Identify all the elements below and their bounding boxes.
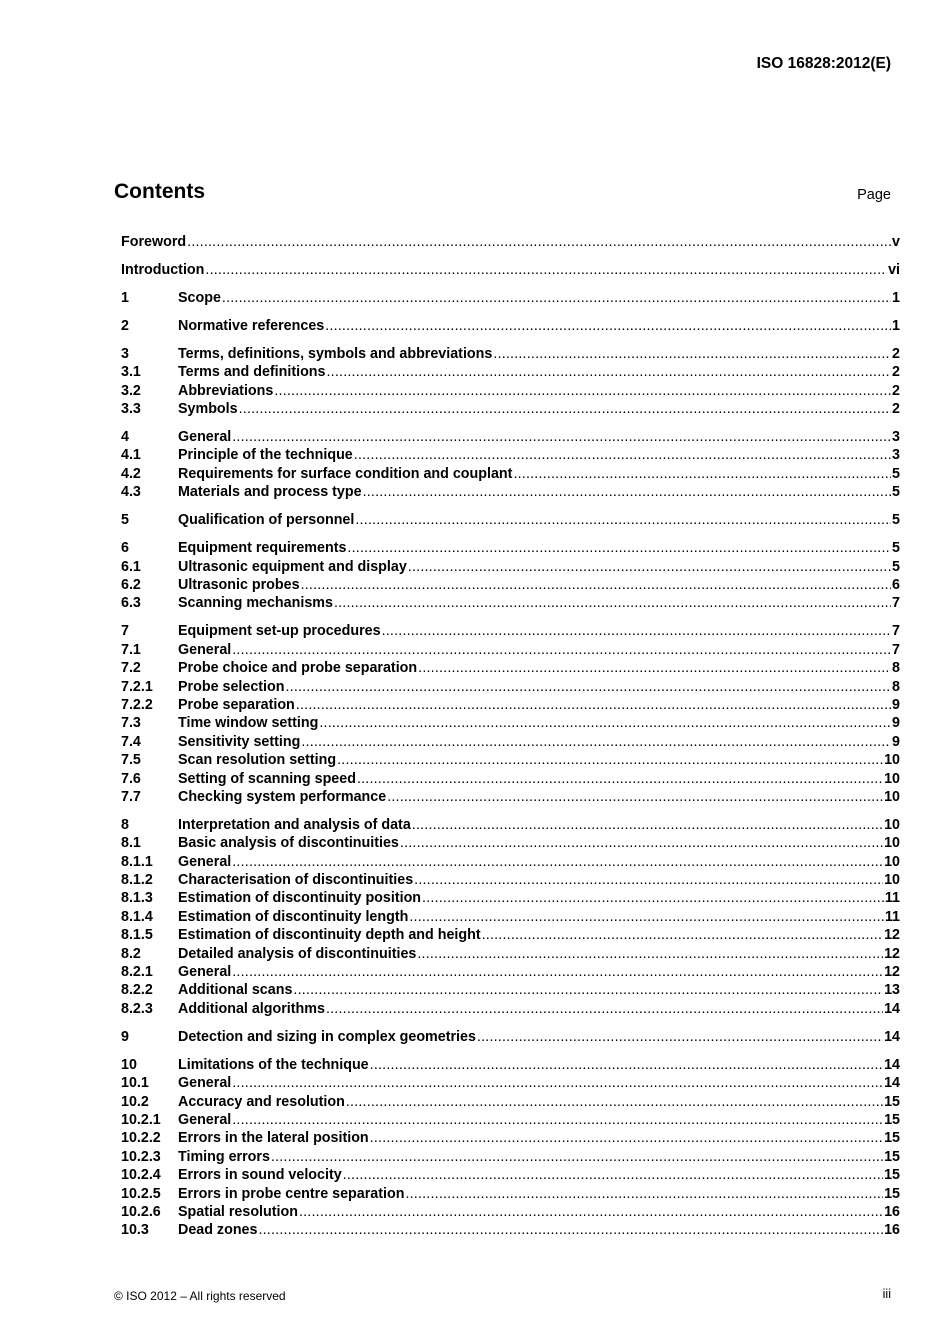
toc-dot-leader: [405, 1185, 883, 1203]
toc-entry-page: 12: [884, 927, 900, 944]
toc-entry-title: Ultrasonic probes: [178, 577, 300, 594]
toc-dot-leader: [400, 834, 883, 852]
toc-entry-title: Normative references: [178, 317, 325, 334]
toc-entry-page: 7: [892, 641, 900, 658]
toc-entry[interactable]: [121, 261, 900, 279]
toc-entry-page: 10: [884, 752, 900, 769]
toc-entry[interactable]: [121, 233, 900, 251]
toc-entry-number: 7.7: [121, 788, 141, 805]
toc-entry[interactable]: [121, 1221, 900, 1239]
toc-entry[interactable]: [121, 816, 900, 834]
toc-entry-number: 4.3: [121, 484, 141, 501]
toc-entry-title: Accuracy and resolution: [178, 1093, 345, 1110]
toc-entry-page: 11: [884, 908, 900, 925]
toc-dot-leader: [301, 733, 891, 751]
toc-dot-leader: [232, 1074, 883, 1092]
toc-entry-title: Requirements for surface condition and couplant: [178, 465, 513, 482]
toc-entry[interactable]: [121, 511, 900, 529]
toc-entry-title: Estimation of discontinuity depth and height: [178, 927, 481, 944]
toc-dot-leader: [285, 678, 891, 696]
toc-dot-leader: [325, 317, 891, 335]
toc-group: [121, 289, 900, 307]
toc-entry-page: 5: [892, 512, 900, 529]
toc-entry[interactable]: [121, 1148, 900, 1166]
toc-entry-page: 10: [884, 770, 900, 787]
toc-dot-leader: [301, 576, 891, 594]
toc-entry-page: 15: [884, 1130, 900, 1147]
toc-dot-leader: [326, 1000, 883, 1018]
toc-entry[interactable]: [121, 908, 900, 926]
toc-entry-title: Characterisation of discontinuities: [178, 872, 414, 889]
toc-entry-page: 5: [892, 558, 900, 575]
toc-dot-leader: [232, 641, 891, 659]
toc-dot-leader: [513, 465, 891, 483]
toc-entry-title: Checking system performance: [178, 788, 387, 805]
toc-dot-leader: [417, 945, 883, 963]
toc-entry-number: 8.2.1: [121, 964, 153, 981]
toc-entry-title: General: [178, 1075, 232, 1092]
toc-entry-page: 10: [884, 835, 900, 852]
toc-entry[interactable]: [121, 834, 900, 852]
toc-entry[interactable]: [121, 1000, 900, 1018]
toc-entry-page: 16: [884, 1203, 900, 1220]
toc-entry-page: 10: [884, 816, 900, 833]
toc-entry[interactable]: [121, 1166, 900, 1184]
toc-entry-number: 5: [121, 512, 129, 529]
toc-entry[interactable]: [121, 733, 900, 751]
toc-entry[interactable]: [121, 446, 900, 464]
toc-entry-page: 5: [892, 465, 900, 482]
toc-entry-number: 10.2.5: [121, 1185, 161, 1202]
toc-entry-page: 3: [892, 429, 900, 446]
toc-entry-page: 12: [884, 964, 900, 981]
toc-entry-number: 3.2: [121, 382, 141, 399]
toc-entry-title: Additional scans: [178, 982, 293, 999]
toc-entry-page: 10: [884, 872, 900, 889]
toc-entry-title: Equipment set-up procedures: [178, 623, 381, 640]
toc-entry-page: 14: [884, 1056, 900, 1073]
toc-entry[interactable]: [121, 696, 900, 714]
toc-entry[interactable]: [121, 400, 900, 418]
toc-entry-number: 8.2: [121, 945, 141, 962]
toc-entry-title: Errors in sound velocity: [178, 1167, 342, 1184]
toc-entry[interactable]: [121, 788, 900, 806]
toc-entry-number: 8.1.3: [121, 890, 153, 907]
toc-entry-number: 8.1.5: [121, 927, 153, 944]
toc-entry[interactable]: [121, 641, 900, 659]
toc-entry-page: 5: [892, 484, 900, 501]
toc-group: [121, 539, 900, 613]
footer-page-number: iii: [882, 1287, 891, 1301]
toc-entry-number: 10.1: [121, 1075, 149, 1092]
toc-dot-leader: [337, 751, 883, 769]
toc-entry-title: Terms, definitions, symbols and abbreviations: [178, 345, 493, 362]
toc-dot-leader: [477, 1028, 883, 1046]
toc-entry-title: Probe separation: [178, 696, 295, 713]
toc-entry-title: Scan resolution setting: [178, 752, 337, 769]
toc-entry-number: 6.2: [121, 577, 141, 594]
toc-group: [121, 1056, 900, 1240]
toc-entry-page: 15: [884, 1148, 900, 1165]
toc-entry-number: 2: [121, 317, 129, 334]
toc-entry[interactable]: [121, 963, 900, 981]
toc-entry[interactable]: [121, 770, 900, 788]
toc-dot-leader: [357, 770, 883, 788]
toc-entry-number: 8.1.1: [121, 853, 153, 870]
toc-dot-leader: [347, 539, 891, 557]
toc-entry-number: 8.1: [121, 835, 141, 852]
toc-entry-title: Setting of scanning speed: [178, 770, 356, 787]
toc-entry-page: 12: [884, 945, 900, 962]
toc-entry-page: 9: [892, 696, 900, 713]
toc-dot-leader: [271, 1148, 883, 1166]
toc-entry[interactable]: [121, 889, 900, 907]
toc-entry-title: Timing errors: [178, 1148, 270, 1165]
toc-entry-page: 3: [892, 447, 900, 464]
toc-entry[interactable]: [121, 981, 900, 999]
toc-group: [121, 261, 900, 279]
toc-entry-title: Limitations of the technique: [178, 1056, 369, 1073]
table-of-contents: [121, 233, 900, 1249]
toc-entry-number: 8.2.2: [121, 982, 153, 999]
toc-entry-page: 1: [892, 289, 900, 306]
toc-dot-leader: [327, 363, 892, 381]
toc-entry-number: 10.2: [121, 1093, 149, 1110]
toc-entry-page: 2: [892, 382, 900, 399]
toc-dot-leader: [482, 926, 883, 944]
toc-entry-number: 4.1: [121, 447, 141, 464]
toc-entry-title: General: [178, 641, 232, 658]
toc-dot-leader: [274, 382, 891, 400]
toc-entry-title: General: [178, 429, 232, 446]
toc-entry[interactable]: [121, 871, 900, 889]
toc-entry-title: Interpretation and analysis of data: [178, 816, 411, 833]
toc-entry[interactable]: [121, 345, 900, 363]
toc-entry-number: 10.2.6: [121, 1203, 161, 1220]
toc-group: [121, 428, 900, 502]
toc-dot-leader: [232, 963, 883, 981]
toc-entry-number: 7.6: [121, 770, 141, 787]
toc-entry-page: 2: [892, 401, 900, 418]
toc-entry-title: Equipment requirements: [178, 540, 347, 557]
toc-dot-leader: [232, 428, 891, 446]
toc-dot-leader: [346, 1093, 883, 1111]
toc-entry-number: 7.3: [121, 715, 141, 732]
toc-entry-number: 4.2: [121, 465, 141, 482]
toc-entry-page: 13: [884, 982, 900, 999]
toc-dot-leader: [293, 981, 883, 999]
toc-entry-page: 8: [892, 678, 900, 695]
toc-entry[interactable]: [121, 1185, 900, 1203]
toc-entry-title: Scope: [178, 289, 221, 306]
toc-entry-number: 10: [121, 1056, 137, 1073]
toc-entry-page: vi: [888, 261, 900, 278]
toc-entry[interactable]: [121, 659, 900, 677]
toc-entry[interactable]: [121, 1129, 900, 1147]
toc-entry[interactable]: [121, 428, 900, 446]
toc-entry[interactable]: [121, 853, 900, 871]
toc-entry[interactable]: [121, 751, 900, 769]
toc-dot-leader: [187, 233, 891, 251]
toc-entry-page: 15: [884, 1093, 900, 1110]
toc-entry[interactable]: [121, 465, 900, 483]
toc-entry-number: 3: [121, 345, 129, 362]
toc-dot-leader: [232, 1111, 883, 1129]
toc-dot-leader: [205, 261, 887, 279]
toc-entry-number: 10.2.4: [121, 1167, 161, 1184]
toc-group: [121, 622, 900, 806]
toc-entry-title: Additional algorithms: [178, 1000, 325, 1017]
toc-entry-page: 15: [884, 1167, 900, 1184]
toc-dot-leader: [493, 345, 891, 363]
toc-dot-leader: [258, 1221, 883, 1239]
toc-entry-title: Ultrasonic equipment and display: [178, 558, 407, 575]
toc-entry-title: Qualification of personnel: [178, 512, 355, 529]
toc-entry[interactable]: [121, 1028, 900, 1046]
toc-entry-page: 16: [884, 1222, 900, 1239]
toc-entry-page: 14: [884, 1075, 900, 1092]
toc-entry-title: Dead zones: [178, 1222, 258, 1239]
toc-entry-title: Detection and sizing in complex geometries: [178, 1028, 476, 1045]
toc-entry-title: Materials and process type: [178, 484, 362, 501]
toc-group: [121, 1028, 900, 1046]
toc-entry[interactable]: [121, 382, 900, 400]
toc-group: [121, 345, 900, 419]
toc-entry[interactable]: [121, 1111, 900, 1129]
toc-entry-number: 8.2.3: [121, 1000, 153, 1017]
toc-entry-number: 6: [121, 540, 129, 557]
toc-entry-page: 2: [892, 364, 900, 381]
toc-entry-number: 8.1.2: [121, 872, 153, 889]
toc-entry[interactable]: [121, 539, 900, 557]
toc-entry-title: Errors in probe centre separation: [178, 1185, 405, 1202]
toc-entry-page: 15: [884, 1185, 900, 1202]
toc-entry-number: 8.1.4: [121, 908, 153, 925]
toc-dot-leader: [382, 622, 891, 640]
toc-entry-number: 7.1: [121, 641, 141, 658]
toc-dot-leader: [299, 1203, 883, 1221]
toc-entry-title: General: [178, 964, 232, 981]
toc-dot-leader: [418, 659, 891, 677]
toc-entry-title: Detailed analysis of discontinuities: [178, 945, 417, 962]
toc-group: [121, 511, 900, 529]
toc-entry[interactable]: [121, 317, 900, 335]
toc-dot-leader: [409, 908, 884, 926]
toc-entry-number: 7.2.2: [121, 696, 153, 713]
toc-entry-number: 10.2.2: [121, 1130, 161, 1147]
toc-entry[interactable]: [121, 1056, 900, 1074]
toc-entry-title: Spatial resolution: [178, 1203, 298, 1220]
toc-entry-page: 10: [884, 788, 900, 805]
toc-entry-number: 7.2.1: [121, 678, 153, 695]
toc-entry-number: 7: [121, 623, 129, 640]
toc-entry-number: 7.2: [121, 660, 141, 677]
page-column-label: Page: [857, 187, 891, 203]
toc-entry[interactable]: [121, 678, 900, 696]
toc-entry-title: Errors in the lateral position: [178, 1130, 369, 1147]
toc-entry-title: Abbreviations: [178, 382, 274, 399]
toc-entry-number: 6.3: [121, 595, 141, 612]
toc-group: [121, 816, 900, 1018]
toc-dot-leader: [363, 483, 891, 501]
toc-entry-page: 11: [884, 890, 900, 907]
toc-entry-page: 6: [892, 577, 900, 594]
toc-dot-leader: [370, 1129, 883, 1147]
toc-entry-number: 4: [121, 429, 129, 446]
toc-entry-number: 1: [121, 289, 129, 306]
toc-dot-leader: [232, 853, 883, 871]
toc-entry-page: 8: [892, 660, 900, 677]
toc-dot-leader: [370, 1056, 883, 1074]
toc-dot-leader: [387, 788, 883, 806]
toc-entry-page: 1: [892, 317, 900, 334]
toc-entry-page: 7: [892, 595, 900, 612]
toc-entry[interactable]: [121, 1093, 900, 1111]
toc-entry[interactable]: [121, 289, 900, 307]
toc-entry[interactable]: [121, 622, 900, 640]
toc-entry[interactable]: [121, 576, 900, 594]
toc-entry-title: Principle of the technique: [178, 447, 353, 464]
toc-entry[interactable]: [121, 945, 900, 963]
toc-entry-title: General: [178, 1111, 232, 1128]
toc-dot-leader: [222, 289, 891, 307]
toc-entry[interactable]: [121, 1203, 900, 1221]
toc-entry-page: 2: [892, 345, 900, 362]
toc-entry-title: Basic analysis of discontinuities: [178, 835, 399, 852]
toc-dot-leader: [343, 1166, 883, 1184]
toc-dot-leader: [354, 446, 891, 464]
toc-entry[interactable]: [121, 594, 900, 612]
toc-dot-leader: [239, 400, 891, 418]
toc-entry[interactable]: [121, 714, 900, 732]
toc-entry-title: Sensitivity setting: [178, 733, 301, 750]
toc-entry-title: Symbols: [178, 401, 238, 418]
toc-dot-leader: [319, 714, 891, 732]
toc-entry-page: 14: [884, 1000, 900, 1017]
toc-entry[interactable]: [121, 363, 900, 381]
toc-dot-leader: [414, 871, 883, 889]
toc-entry-number: 6.1: [121, 558, 141, 575]
toc-dot-leader: [296, 696, 891, 714]
toc-entry-page: 7: [892, 623, 900, 640]
toc-entry-title: Estimation of discontinuity position: [178, 890, 422, 907]
toc-entry-title: Probe selection: [178, 678, 285, 695]
toc-entry-page: 9: [892, 715, 900, 732]
toc-entry-number: 7.4: [121, 733, 141, 750]
toc-dot-leader: [408, 558, 891, 576]
toc-dot-leader: [412, 816, 883, 834]
toc-entry-title: Foreword: [121, 234, 187, 250]
toc-entry-number: 9: [121, 1028, 129, 1045]
toc-group: [121, 317, 900, 335]
toc-entry-number: 7.5: [121, 752, 141, 769]
toc-group: [121, 233, 900, 251]
toc-entry-title: Time window setting: [178, 715, 319, 732]
toc-entry-number: 10.2.1: [121, 1111, 161, 1128]
toc-entry-page: 9: [892, 733, 900, 750]
toc-entry-page: 10: [884, 853, 900, 870]
toc-dot-leader: [334, 594, 891, 612]
toc-entry-page: v: [892, 234, 900, 250]
toc-entry-number: 8: [121, 816, 129, 833]
toc-entry-number: 10.2.3: [121, 1148, 161, 1165]
toc-entry-page: 5: [892, 540, 900, 557]
toc-entry-title: Estimation of discontinuity length: [178, 908, 409, 925]
toc-dot-leader: [355, 511, 891, 529]
toc-entry[interactable]: [121, 926, 900, 944]
toc-entry-title: Introduction: [121, 261, 205, 278]
toc-entry-number: 3.1: [121, 364, 141, 381]
toc-entry-title: Scanning mechanisms: [178, 595, 333, 612]
toc-entry-title: Terms and definitions: [178, 364, 326, 381]
toc-entry-number: 10.3: [121, 1222, 149, 1239]
footer-copyright: © ISO 2012 – All rights reserved: [114, 1289, 286, 1303]
toc-entry-number: 3.3: [121, 401, 141, 418]
toc-entry-page: 14: [884, 1028, 900, 1045]
toc-entry[interactable]: [121, 483, 900, 501]
contents-title: Contents: [114, 180, 205, 203]
toc-entry-title: General: [178, 853, 232, 870]
toc-dot-leader: [422, 889, 884, 907]
toc-entry[interactable]: [121, 1074, 900, 1092]
toc-entry-title: Probe choice and probe separation: [178, 660, 418, 677]
toc-entry[interactable]: [121, 558, 900, 576]
header-document-code: ISO 16828:2012(E): [756, 55, 891, 72]
toc-entry-page: 15: [884, 1111, 900, 1128]
